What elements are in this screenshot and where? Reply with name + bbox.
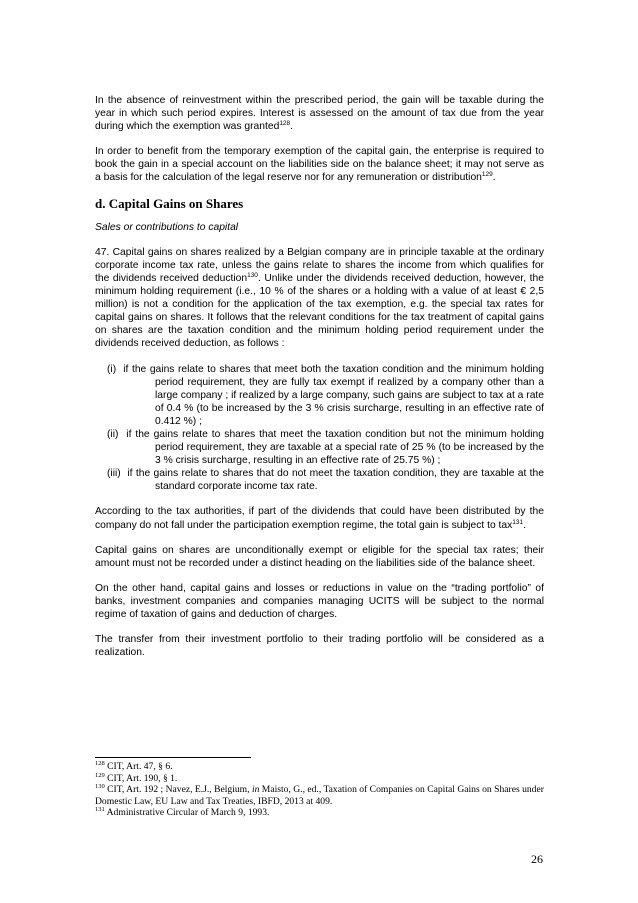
list-item: (iii) if the gains relate to shares that do not meet the taxation condition, they are taxable at the standard corporate income tax rate. (107, 468, 544, 493)
footnote-128: $^{128}$ CIT, Art. 47, § 6. (95, 760, 173, 772)
list-marker: (i) (107, 363, 117, 375)
paragraph-reinvestment: In the absence of reinvestment within the prescribed period, the gain will be taxable during the year in which such period expires. Interest is assessed on the amount of tax due from the year during which the exemption was granted$^{128}$. (95, 95, 544, 133)
body-text (95, 94, 544, 671)
paragraph-47: 47. Capital gains on shares realized by a Belgian company are in principle taxable at the ordinary corporate income tax rate, unless the gains relate to shares the income from which qualifies for the dividends received deduction$^{130}$. Unlike under the dividends received deduction, however, the minimum holding requirement (i.e., 10 % of the shares or a holding with a value of at least € 2,5 million) is not a condition for the application of the tax exemption, e.g. the special tax rates for capital gains on shares. It follows that the relevant conditions for the tax treatment of capital gains on shares are the taxation condition and the minimum holding period requirement under the dividends received deduction, as follows : (95, 246, 544, 350)
conditions-list (95, 363, 544, 494)
footnote-131: $^{131}$ Administrative Circular of March 9, 1993. (95, 806, 270, 818)
paragraph-tax-authorities: According to the tax authorities, if part of the dividends that could have been distributed by the company do not fall under the participation exemption regime, the total gain is subject to tax$^{131}$. (95, 506, 544, 531)
footnote-separator (95, 757, 251, 758)
subheading: Sales or contributions to capital (95, 221, 239, 233)
section-heading: d. Capital Gains on Shares (95, 195, 244, 211)
paragraph-temporary-exemption: In order to benefit from the temporary exemption of the capital gain, the enterprise is required to book the gain in a special account on the liabilities side on the balance sheet; it may not serve as a basis for the calculation of the legal reserve nor for any remuneration or distribution$^{129}$. (95, 146, 544, 184)
footnote-ref-128[interactable]: 128 (279, 120, 291, 128)
footnote-ref-131[interactable]: 131 (512, 518, 524, 526)
footnote-130: $^{130}$ CIT, Art. 192 ; Navez, E.J., Belgium, in Maisto, G., ed., Taxation of Companies on Capital Gains on Shares under Domestic Law, EU Law and Tax Treaties, IBFD, 2013 at 409. (95, 783, 544, 807)
paragraph-trading-portfolio: On the other hand, capital gains and losses or reductions in value on the “trading portfolio” of banks, investment companies and companies managing UCITS will be subject to the normal regime of taxation of gains and deduction of charges. (95, 582, 544, 620)
list-marker: (ii) (107, 428, 119, 440)
page-number: 26 (531, 852, 543, 866)
list-marker: (iii) (107, 468, 121, 480)
footnotes (95, 761, 544, 819)
footnote-ref-130[interactable]: 130 (247, 271, 258, 279)
list-item: (ii) if the gains relate to shares that meet the taxation condition but not the minimum holding period requirement, they are taxable at a special rate of 25 % (to be increased by the 3 % crisis surcharge, resulting in an effective rate of 25.75 %) ; (107, 428, 544, 467)
footnote-129: $^{129}$ CIT, Art. 190, § 1. (95, 771, 178, 784)
paragraph-unconditionally-exempt: Capital gains on shares are unconditionally exempt or eligible for the special tax rates; their amount must not be recorded under a distinct heading on the liabilities side of the balance sheet. (95, 544, 544, 569)
paragraph-transfer: The transfer from their investment portfolio to their trading portfolio will be considered as a realization. (95, 634, 544, 659)
list-item: (i) if the gains relate to shares that meet both the taxation condition and the minimum holding period requirement, they are fully tax exempt if realized by a company other than a large company ; if realized by a large company, such gains are subject to tax at a rate of 0.4 % (to be increased by the 3 % crisis surcharge, resulting in an effective rate of 0.412 %) ; (107, 363, 545, 427)
footnote-ref-129[interactable]: 129 (481, 171, 493, 179)
